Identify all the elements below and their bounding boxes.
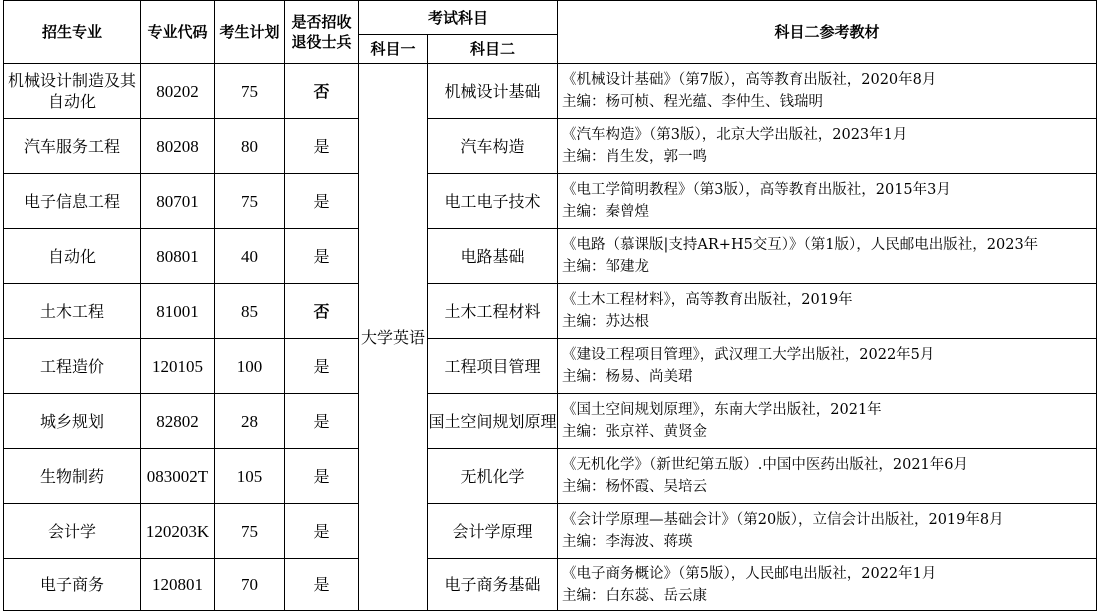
textbook-editors: 主编：白东蕊、岳云康 [562, 587, 708, 604]
textbook-cell [558, 394, 1097, 449]
header-exam-subjects: 考试科目 [359, 1, 558, 35]
textbook-cell [558, 119, 1097, 174]
textbook-editors: 主编：李海波、蒋瑛 [562, 534, 693, 550]
textbook-cell [558, 504, 1097, 559]
plan-cell: 75 [215, 504, 285, 559]
code-cell: 80801 [141, 229, 215, 284]
header-subject2: 科目二 [428, 35, 558, 64]
code-cell: 120105 [141, 339, 215, 394]
code-cell: 81001 [141, 284, 215, 339]
header-subject1: 科目一 [359, 35, 428, 64]
textbook-editors: 主编：杨怀霞、吴培云 [562, 479, 708, 495]
major-cell: 电子商务 [4, 559, 141, 611]
textbook-cell [558, 64, 1097, 119]
textbook-cell [558, 339, 1097, 394]
header-plan: 考生计划 [215, 1, 285, 64]
veteran-cell: 是 [285, 394, 359, 449]
major-cell: 城乡规划 [4, 394, 141, 449]
textbook-title: 《建设工程项目管理》，武汉理工大学出版社，2022年5月 [562, 347, 935, 363]
plan-cell: 85 [215, 284, 285, 339]
table-row [4, 174, 1097, 229]
table-row [4, 64, 1097, 119]
textbook-editors: 主编：肖生发，郭一鸣 [562, 149, 708, 165]
textbook-title: 《汽车构造》（第3版），北京大学出版社，2023年1月 [562, 127, 908, 143]
subject2-cell: 电子商务基础 [428, 559, 558, 611]
major-cell: 电子信息工程 [4, 174, 141, 229]
table-row [4, 339, 1097, 394]
major-cell: 机械设计制造及其自动化 [4, 64, 141, 119]
textbook-editors: 主编：张京祥、黄贤金 [562, 424, 708, 440]
plan-cell: 70 [215, 559, 285, 611]
code-cell: 82802 [141, 394, 215, 449]
major-cell: 会计学 [4, 504, 141, 559]
subject2-cell: 电路基础 [428, 229, 558, 284]
table-row [4, 229, 1097, 284]
code-cell: 120801 [141, 559, 215, 611]
textbook-title: 《国土空间规划原理》，东南大学出版社，2021年 [562, 402, 882, 418]
header-major: 招生专业 [4, 1, 141, 64]
textbook-cell [558, 559, 1097, 611]
textbook-title: 《无机化学》（新世纪第五版）.中国中医药出版社，2021年6月 [562, 457, 968, 473]
textbook-title: 《电子商务概论》（第5版），人民邮电出版社，2022年1月 [562, 565, 937, 582]
veteran-cell: 是 [285, 339, 359, 394]
plan-cell: 105 [215, 449, 285, 504]
textbook-editors: 主编：杨易、尚美珺 [562, 369, 693, 385]
table-row [4, 504, 1097, 559]
veteran-cell: 是 [285, 174, 359, 229]
subject2-cell: 土木工程材料 [428, 284, 558, 339]
textbook-cell [558, 284, 1097, 339]
major-cell: 土木工程 [4, 284, 141, 339]
veteran-cell: 是 [285, 229, 359, 284]
header-textbook: 科目二参考教材 [558, 1, 1097, 64]
header-row-top [4, 1, 1097, 35]
table-row [4, 394, 1097, 449]
subject2-cell: 工程项目管理 [428, 339, 558, 394]
plan-cell: 75 [215, 174, 285, 229]
code-cell: 083002T [141, 449, 215, 504]
code-cell: 80701 [141, 174, 215, 229]
subject2-cell: 无机化学 [428, 449, 558, 504]
plan-cell: 28 [215, 394, 285, 449]
textbook-editors: 主编：杨可桢、程光蕴、李仲生、钱瑞明 [562, 94, 824, 110]
subject1-cell: 大学英语 [359, 64, 428, 611]
major-cell: 自动化 [4, 229, 141, 284]
plan-cell: 100 [215, 339, 285, 394]
plan-cell: 75 [215, 64, 285, 119]
veteran-cell: 否 [285, 64, 359, 119]
textbook-editors: 主编：苏达根 [562, 314, 650, 330]
table-row [4, 449, 1097, 504]
textbook-title: 《会计学原理—基础会计》（第20版），立信会计出版社，2019年8月 [562, 512, 1004, 528]
subject2-cell: 会计学原理 [428, 504, 558, 559]
textbook-editors: 主编：邹建龙 [562, 259, 650, 275]
code-cell: 80202 [141, 64, 215, 119]
textbook-title: 《电工学简明教程》（第3版），高等教育出版社，2015年3月 [562, 182, 951, 198]
veteran-cell: 否 [285, 284, 359, 339]
table-row [4, 284, 1097, 339]
header-code: 专业代码 [141, 1, 215, 64]
code-cell: 80208 [141, 119, 215, 174]
plan-cell: 80 [215, 119, 285, 174]
subject2-cell: 汽车构造 [428, 119, 558, 174]
veteran-cell: 是 [285, 119, 359, 174]
textbook-title: 《机械设计基础》（第7版），高等教育出版社，2020年8月 [562, 72, 937, 88]
textbook-cell [558, 229, 1097, 284]
table-row [4, 119, 1097, 174]
major-cell: 工程造价 [4, 339, 141, 394]
veteran-cell: 是 [285, 504, 359, 559]
textbook-title: 《电路（慕课版|支持AR+H5交互）》（第1版），人民邮电出版社，2023年 [562, 237, 1039, 253]
veteran-cell: 是 [285, 449, 359, 504]
textbook-cell [558, 449, 1097, 504]
veteran-cell: 是 [285, 559, 359, 611]
textbook-title: 《土木工程材料》，高等教育出版社，2019年 [562, 292, 853, 308]
header-veteran: 是否招收退役士兵 [285, 1, 359, 64]
code-cell: 120203K [141, 504, 215, 559]
plan-cell: 40 [215, 229, 285, 284]
table-row [4, 559, 1097, 611]
admissions-table [3, 0, 1097, 611]
textbook-cell [558, 174, 1097, 229]
textbook-editors: 主编：秦曾煌 [562, 204, 650, 220]
admissions-table-container [3, 0, 1096, 611]
subject2-cell: 电工电子技术 [428, 174, 558, 229]
major-cell: 汽车服务工程 [4, 119, 141, 174]
subject2-cell: 机械设计基础 [428, 64, 558, 119]
subject2-cell: 国土空间规划原理 [428, 394, 558, 449]
major-cell: 生物制药 [4, 449, 141, 504]
